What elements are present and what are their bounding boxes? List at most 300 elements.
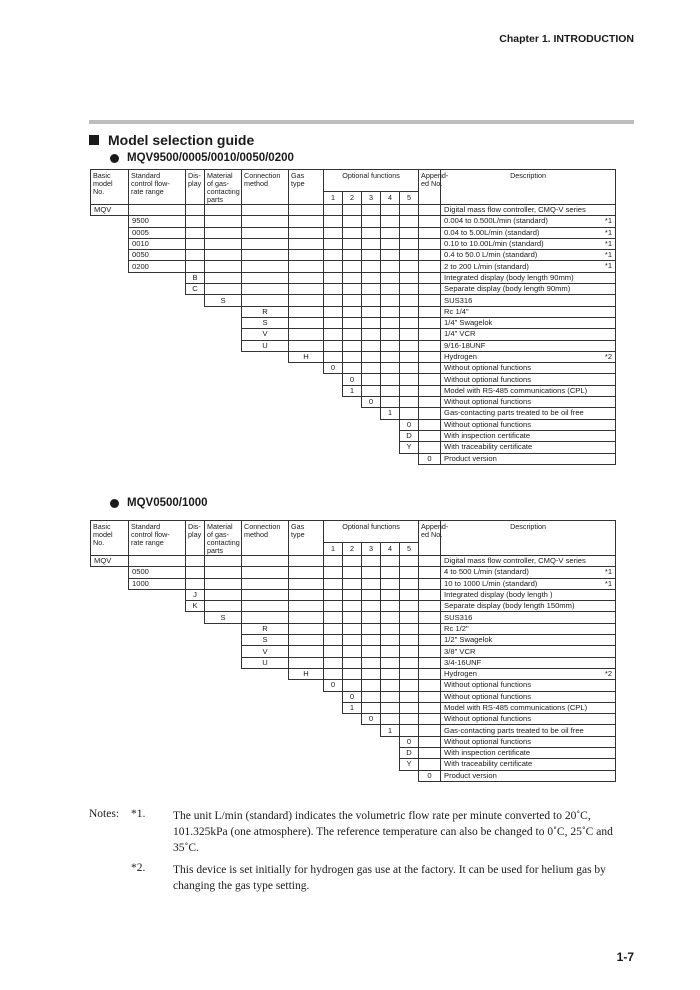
empty-cell (129, 680, 186, 691)
empty-cell (129, 408, 186, 419)
blank-cell (129, 556, 186, 567)
blank-cell (362, 635, 381, 646)
empty-cell (362, 419, 381, 430)
empty-cell (91, 397, 129, 408)
description-text: 0.4 to 50.0 L/min (standard) (444, 250, 538, 260)
empty-cell (129, 453, 186, 464)
empty-cell (205, 748, 242, 759)
description-cell (441, 385, 616, 396)
empty-cell (205, 419, 242, 430)
code-cell: 0 (419, 770, 441, 781)
blank-cell (343, 635, 362, 646)
blank-cell (381, 317, 400, 328)
empty-cell (205, 340, 242, 351)
blank-cell (242, 205, 289, 216)
blank-cell (419, 442, 441, 453)
empty-cell (362, 453, 381, 464)
empty-cell (381, 453, 400, 464)
empty-cell (205, 397, 242, 408)
blank-cell (381, 556, 400, 567)
blank-cell (129, 205, 186, 216)
description-text: Product version (444, 453, 497, 463)
blank-cell (362, 702, 381, 713)
header-gas-line: type (291, 530, 305, 539)
note-2-mark: *2. (131, 862, 146, 874)
empty-cell (289, 385, 324, 396)
blank-cell (419, 623, 441, 634)
blank-cell (362, 646, 381, 657)
empty-cell (381, 759, 400, 770)
empty-cell (186, 419, 205, 430)
description-cell (441, 759, 616, 770)
code-cell: 0 (324, 363, 343, 374)
blank-cell (400, 351, 419, 362)
blank-cell (362, 623, 381, 634)
empty-cell (91, 646, 129, 657)
description-cell (441, 227, 616, 238)
blank-cell (343, 646, 362, 657)
empty-cell (324, 725, 343, 736)
blank-cell (362, 374, 381, 385)
blank-cell (324, 646, 343, 657)
blank-cell (242, 589, 289, 600)
blank-cell (400, 227, 419, 238)
header-display (186, 521, 205, 556)
description-cell (441, 714, 616, 725)
header-gas (289, 521, 324, 556)
description-cell (441, 284, 616, 295)
blank-cell (343, 261, 362, 272)
blank-cell (362, 261, 381, 272)
blank-cell (242, 250, 289, 261)
table2-subtitle (110, 497, 208, 509)
table-row (91, 748, 616, 759)
round-bullet-icon (110, 154, 119, 163)
header-material-line: contacting (207, 538, 240, 547)
blank-cell (242, 272, 289, 283)
blank-cell (419, 216, 441, 227)
empty-cell (242, 748, 289, 759)
blank-cell (324, 556, 343, 567)
code-cell: 0 (362, 397, 381, 408)
header-append-line: ed No. (421, 530, 443, 539)
empty-cell (129, 714, 186, 725)
blank-cell (289, 250, 324, 261)
table-row (91, 284, 616, 295)
empty-cell (205, 736, 242, 747)
blank-cell (381, 216, 400, 227)
blank-cell (400, 397, 419, 408)
empty-cell (324, 691, 343, 702)
empty-cell (362, 442, 381, 453)
blank-cell (362, 329, 381, 340)
empty-cell (186, 635, 205, 646)
blank-cell (400, 238, 419, 249)
empty-cell (91, 702, 129, 713)
code-cell: B (186, 272, 205, 283)
header-basic-line: No. (93, 538, 105, 547)
code-cell: 9500 (129, 216, 186, 227)
empty-cell (362, 736, 381, 747)
description-text: 1/2" Swagelok (444, 635, 493, 645)
blank-cell (419, 374, 441, 385)
description-text: Rc 1/2" (444, 623, 469, 633)
code-cell: 1000 (129, 578, 186, 589)
blank-cell (400, 340, 419, 351)
description-text: 0.10 to 10.00L/min (standard) (444, 239, 544, 249)
blank-cell (324, 340, 343, 351)
blank-cell (400, 714, 419, 725)
blank-cell (324, 578, 343, 589)
header-option-number: 4 (381, 191, 400, 204)
empty-cell (381, 770, 400, 781)
blank-cell (343, 589, 362, 600)
empty-cell (129, 272, 186, 283)
empty-cell (129, 329, 186, 340)
code-cell: MQV (91, 556, 129, 567)
empty-cell (91, 250, 129, 261)
code-cell: 0500 (129, 567, 186, 578)
blank-cell (343, 668, 362, 679)
header-optional-functions: Optional functions (324, 170, 419, 192)
code-cell: C (186, 284, 205, 295)
empty-cell (343, 397, 362, 408)
table1-subtitle-text: MQV9500/0005/0010/0050/0200 (127, 152, 294, 164)
blank-cell (400, 250, 419, 261)
empty-cell (91, 238, 129, 249)
header-gas-line: Gas (291, 171, 305, 180)
empty-cell (129, 295, 186, 306)
table-row (91, 567, 616, 578)
empty-cell (91, 272, 129, 283)
code-cell: S (205, 612, 242, 623)
blank-cell (381, 397, 400, 408)
blank-cell (400, 385, 419, 396)
header-standard-line: Standard (131, 522, 161, 531)
blank-cell (343, 216, 362, 227)
blank-cell (343, 329, 362, 340)
code-cell: V (242, 646, 289, 657)
blank-cell (186, 567, 205, 578)
empty-cell (91, 578, 129, 589)
blank-cell (343, 623, 362, 634)
header-gas-line: Gas (291, 522, 305, 531)
blank-cell (186, 227, 205, 238)
description-text: 1/4" Swagelok (444, 318, 493, 328)
blank-cell (419, 329, 441, 340)
description-cell (441, 770, 616, 781)
blank-cell (289, 635, 324, 646)
description-text: Separate display (body length 150mm) (444, 601, 575, 611)
description-text: Hydrogen (444, 352, 477, 361)
blank-cell (381, 623, 400, 634)
blank-cell (419, 748, 441, 759)
blank-cell (419, 227, 441, 238)
description-text: 9/16-18UNF (444, 340, 486, 350)
code-cell: 1 (381, 408, 400, 419)
table-row (91, 408, 616, 419)
blank-cell (242, 227, 289, 238)
empty-cell (242, 385, 289, 396)
blank-cell (419, 668, 441, 679)
description-text: Rc 1/4" (444, 306, 469, 316)
empty-cell (129, 442, 186, 453)
blank-cell (419, 714, 441, 725)
empty-cell (205, 623, 242, 634)
header-option-number: 5 (400, 191, 419, 204)
header-connection-line: Connection (244, 522, 281, 531)
section-title (89, 132, 254, 148)
blank-cell (381, 238, 400, 249)
empty-cell (324, 702, 343, 713)
section-title-text: Model selection guide (108, 132, 255, 148)
empty-cell (289, 430, 324, 441)
empty-cell (205, 329, 242, 340)
empty-cell (381, 419, 400, 430)
description-text: Separate display (body length 90mm) (444, 284, 571, 294)
empty-cell (91, 374, 129, 385)
table-row (91, 363, 616, 374)
blank-cell (324, 635, 343, 646)
blank-cell (343, 612, 362, 623)
header-option-number: 5 (400, 542, 419, 555)
blank-cell (205, 250, 242, 261)
table-row (91, 374, 616, 385)
blank-cell (362, 578, 381, 589)
blank-cell (419, 601, 441, 612)
table-row (91, 702, 616, 713)
blank-cell (343, 227, 362, 238)
empty-cell (324, 759, 343, 770)
notes-label: Notes: (89, 808, 120, 820)
empty-cell (289, 748, 324, 759)
blank-cell (205, 567, 242, 578)
description-cell (441, 442, 616, 453)
code-cell: D (400, 748, 419, 759)
empty-cell (362, 408, 381, 419)
code-cell: 1 (343, 385, 362, 396)
description-text: With inspection certificate (444, 431, 531, 441)
blank-cell (400, 317, 419, 328)
note-reference: *1 (604, 216, 613, 226)
blank-cell (205, 227, 242, 238)
description-text: Integrated display (body length ) (444, 590, 553, 600)
blank-cell (242, 578, 289, 589)
empty-cell (91, 680, 129, 691)
empty-cell (205, 680, 242, 691)
code-cell: D (400, 430, 419, 441)
blank-cell (419, 725, 441, 736)
code-cell: V (242, 329, 289, 340)
empty-cell (205, 657, 242, 668)
code-cell: U (242, 657, 289, 668)
blank-cell (289, 284, 324, 295)
blank-cell (381, 589, 400, 600)
empty-cell (186, 351, 205, 362)
blank-cell (400, 556, 419, 567)
header-connection-line: method (244, 530, 268, 539)
blank-cell (324, 227, 343, 238)
table2-subtitle-text: MQV0500/1000 (127, 497, 208, 509)
blank-cell (324, 351, 343, 362)
empty-cell (343, 419, 362, 430)
blank-cell (400, 216, 419, 227)
empty-cell (186, 748, 205, 759)
blank-cell (362, 657, 381, 668)
empty-cell (343, 714, 362, 725)
description-text: 3/4-16UNF (444, 657, 482, 667)
blank-cell (324, 612, 343, 623)
empty-cell (324, 748, 343, 759)
blank-cell (381, 691, 400, 702)
blank-cell (400, 306, 419, 317)
code-cell: 0050 (129, 250, 186, 261)
description-cell (441, 329, 616, 340)
code-cell: R (242, 623, 289, 634)
blank-cell (419, 589, 441, 600)
empty-cell (343, 736, 362, 747)
description-cell (441, 272, 616, 283)
description-text: 4 to 500 L/min (standard) (444, 567, 529, 577)
blank-cell (343, 601, 362, 612)
blank-cell (362, 363, 381, 374)
table-row (91, 430, 616, 441)
description-cell (441, 295, 616, 306)
blank-cell (242, 238, 289, 249)
empty-cell (129, 725, 186, 736)
header-option-number: 3 (362, 191, 381, 204)
blank-cell (381, 374, 400, 385)
empty-cell (343, 430, 362, 441)
blank-cell (205, 216, 242, 227)
blank-cell (419, 317, 441, 328)
table-row (91, 419, 616, 430)
header-basic-line: model (93, 179, 113, 188)
empty-cell (186, 657, 205, 668)
description-text: 1/4" VCR (444, 329, 476, 339)
empty-cell (343, 725, 362, 736)
blank-cell (381, 668, 400, 679)
description-cell (441, 736, 616, 747)
description-cell (441, 408, 616, 419)
blank-cell (324, 317, 343, 328)
header-material-line: of gas- (207, 179, 229, 188)
note-reference: *1 (604, 250, 613, 260)
blank-cell (419, 306, 441, 317)
code-cell: Y (400, 442, 419, 453)
table-row (91, 227, 616, 238)
blank-cell (362, 385, 381, 396)
header-display-line: Dis- (188, 522, 201, 531)
description-text: With traceability certificate (444, 442, 533, 452)
blank-cell (362, 250, 381, 261)
blank-cell (289, 567, 324, 578)
blank-cell (289, 340, 324, 351)
empty-cell (91, 623, 129, 634)
blank-cell (400, 567, 419, 578)
empty-cell (324, 408, 343, 419)
empty-cell (242, 680, 289, 691)
empty-cell (242, 442, 289, 453)
empty-cell (129, 340, 186, 351)
table-row (91, 329, 616, 340)
empty-cell (362, 759, 381, 770)
empty-cell (186, 317, 205, 328)
blank-cell (289, 261, 324, 272)
header-basic (91, 170, 129, 205)
blank-cell (381, 295, 400, 306)
blank-cell (362, 284, 381, 295)
blank-cell (343, 578, 362, 589)
empty-cell (289, 442, 324, 453)
note-reference: *1 (604, 227, 613, 237)
blank-cell (343, 556, 362, 567)
empty-cell (242, 453, 289, 464)
blank-cell (343, 657, 362, 668)
empty-cell (205, 668, 242, 679)
header-description: Description (441, 170, 616, 205)
header-basic (91, 521, 129, 556)
blank-cell (400, 623, 419, 634)
code-cell: R (242, 306, 289, 317)
empty-cell (205, 317, 242, 328)
empty-cell (91, 216, 129, 227)
blank-cell (400, 612, 419, 623)
empty-cell (205, 702, 242, 713)
table-row (91, 691, 616, 702)
empty-cell (186, 408, 205, 419)
empty-cell (343, 453, 362, 464)
empty-cell (381, 748, 400, 759)
header-material-line: of gas- (207, 530, 229, 539)
blank-cell (324, 657, 343, 668)
description-cell (441, 657, 616, 668)
blank-cell (400, 657, 419, 668)
blank-cell (400, 205, 419, 216)
table-row (91, 205, 616, 216)
blank-cell (400, 578, 419, 589)
header-option-number: 3 (362, 542, 381, 555)
empty-cell (129, 363, 186, 374)
empty-cell (186, 702, 205, 713)
empty-cell (129, 284, 186, 295)
table-row (91, 453, 616, 464)
empty-cell (91, 725, 129, 736)
blank-cell (343, 284, 362, 295)
empty-cell (205, 385, 242, 396)
note-reference: *2 (604, 351, 613, 361)
blank-cell (400, 691, 419, 702)
table-row (91, 250, 616, 261)
empty-cell (129, 351, 186, 362)
empty-cell (186, 646, 205, 657)
empty-cell (91, 770, 129, 781)
empty-cell (91, 748, 129, 759)
empty-cell (129, 691, 186, 702)
empty-cell (362, 770, 381, 781)
empty-cell (242, 736, 289, 747)
code-cell: U (242, 340, 289, 351)
empty-cell (129, 385, 186, 396)
empty-cell (186, 329, 205, 340)
blank-cell (400, 363, 419, 374)
header-description: Description (441, 521, 616, 556)
blank-cell (362, 589, 381, 600)
blank-cell (324, 567, 343, 578)
empty-cell (324, 714, 343, 725)
page-number: 1-7 (616, 950, 634, 964)
empty-cell (186, 680, 205, 691)
